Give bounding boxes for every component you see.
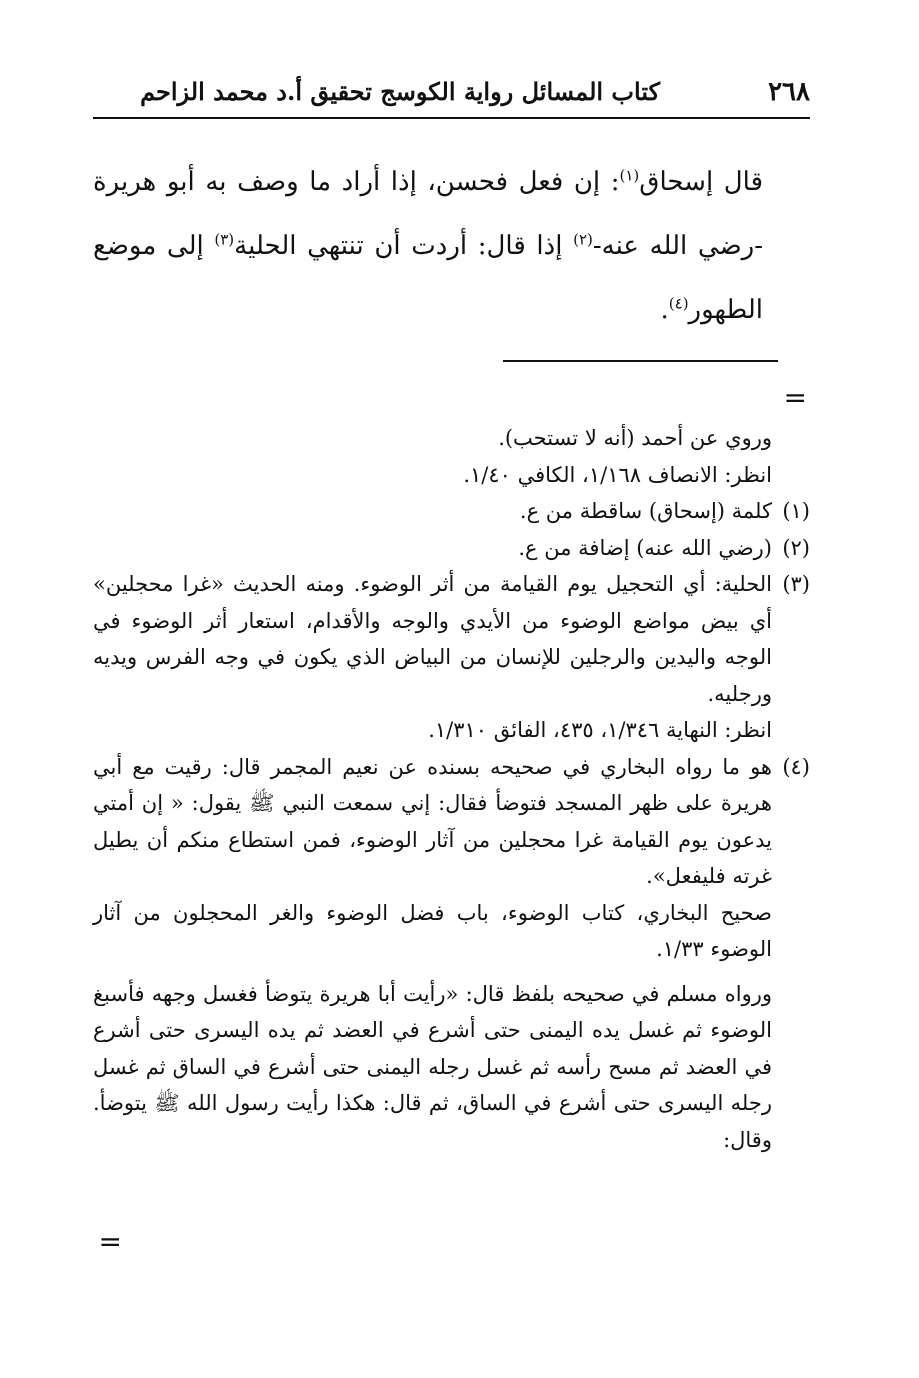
main-text	[93, 150, 763, 342]
footnote-number: (٣)	[782, 572, 810, 596]
footnote-ref: (٤)	[668, 294, 689, 313]
running-title: كتاب المسائل رواية الكوسج تحقيق أ.د محمد الزاحم	[140, 77, 660, 106]
footnote-number: (٢)	[782, 535, 810, 560]
main-paragraph: قال إسحاق$^{(١)}$: إن فعل فحسن، إذا أراد ما وصف به أبو هريرة -رضي الله عنه-$^{(٢)}$ إذا قال: أردت أن تنتهي الحلية$^{(٣)}$ إلى موضع الطهور$^{(٤)}$.	[93, 166, 764, 325]
header-rule	[93, 117, 810, 119]
footnotes	[93, 420, 810, 1158]
footnote-2: (٢)(رضي الله عنه) إضافة من ع.	[93, 530, 810, 567]
footnote-continuation: وروي عن أحمد (أنه لا تستحب).	[498, 426, 772, 450]
footnote-number: (٤)	[782, 754, 810, 779]
page-number: ٢٦٨	[768, 77, 810, 107]
footnote-separator	[503, 360, 778, 362]
continuation-mark-bottom: =	[98, 1225, 122, 1258]
continuation-mark-top: =	[783, 381, 807, 414]
footnote-4: (٤)هو ما رواه البخاري في صحيحه بسنده عن نعيم المجمر قال: رقيت مع أبي هريرة على ظهر المسجد فتوضأ فقال: إني سمعت النبي ﷺ يقول: « إن أمتي يدعون يوم القيامة غرا محجلين من آثار الوضوء، فمن استطاع منكم أن يطيل غرته فليفعل».	[93, 749, 810, 895]
footnote-ref: (٣)	[214, 230, 235, 249]
footnote-4-muslim: ورواه مسلم في صحيحه بلفظ قال: «رأيت أبا هريرة يتوضأ فغسل وجهه فأسبغ الوضوء ثم غسل يده اليمنى حتى أشرع في العضد ثم يده اليسرى حتى أشرع في العضد ثم مسح رأسه ثم غسل رجله اليمنى حتى أشرع في الساق ثم غسل رجله اليسرى حتى أشرع في الساق، ثم قال: هكذا رأيت رسول الله ﷺ يتوضأ. وقال:	[93, 981, 772, 1152]
page-header	[93, 72, 810, 116]
footnote-1: (١)كلمة (إسحاق) ساقطة من ع.	[93, 493, 810, 530]
footnote-number: (١)	[782, 499, 810, 523]
footnote-4-reference: صحيح البخاري، كتاب الوضوء، باب فضل الوضوء والغر المحجلون من آثار الوضوء ١/٣٣.	[93, 900, 772, 961]
footnote-ref: (٢)	[573, 230, 593, 249]
footnote-3-reference: انظر: النهاية ١/٣٤٦، ٤٣٥، الفائق ١/٣١٠.	[428, 718, 772, 742]
footnote-3: (٣)الحلية: أي التحجيل يوم القيامة من أثر الوضوء. ومنه الحديث «غرا محجلين» أي بيض مواضع الوضوء من الأيدي والوجه والأقدام، استعار أثر الوضوء في الوجه واليدين والرجلين للإنسان من البياض الذي يكون في وجه الفرس ويديه ورجليه.	[93, 566, 810, 712]
footnote-ref: (١)	[619, 166, 640, 185]
footnote-continuation-ref: انظر: الانصاف ١/١٦٨، الكافي ١/٤٠.	[463, 462, 772, 487]
